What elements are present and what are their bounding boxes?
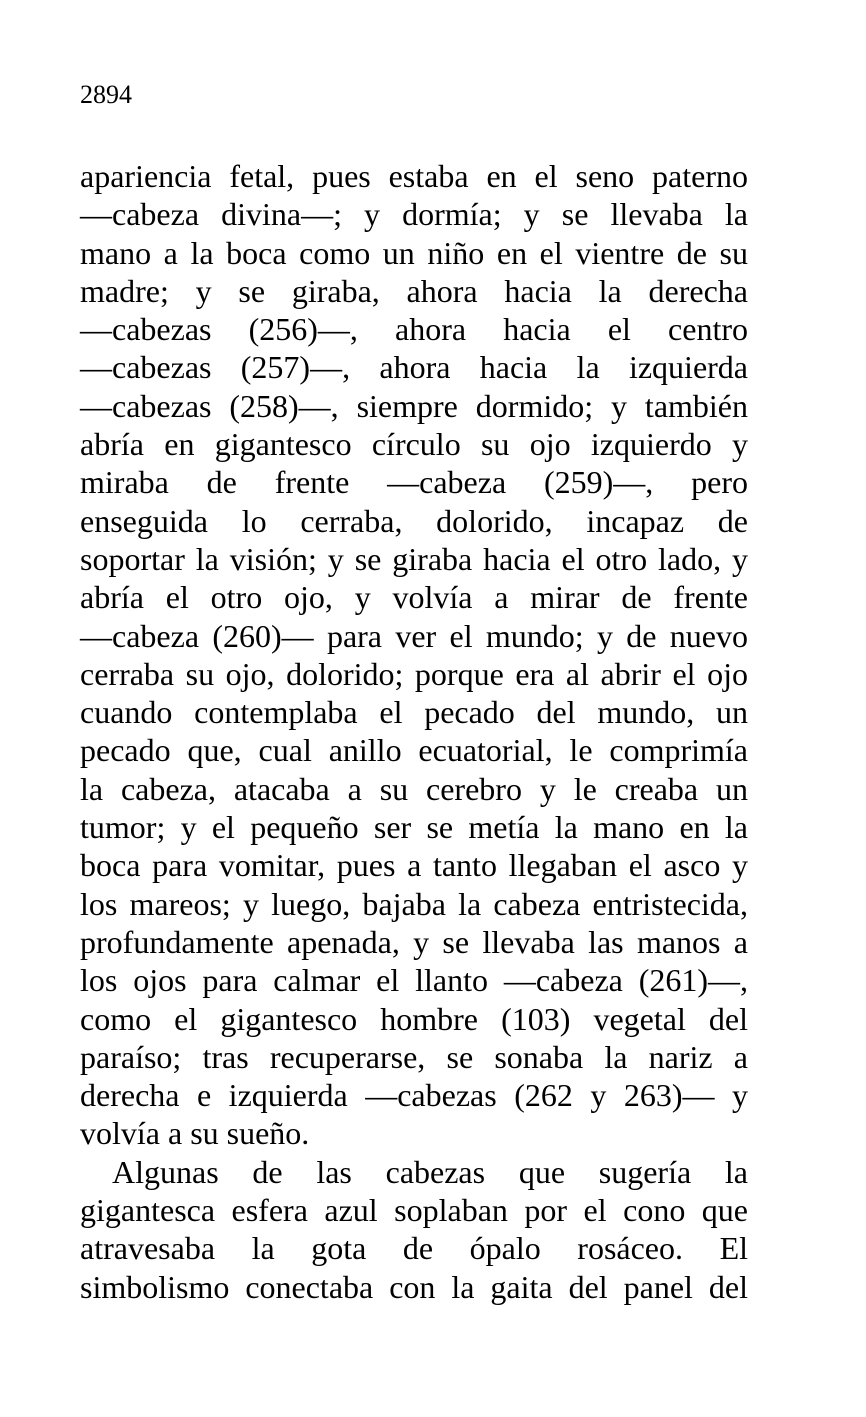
text-line: simbolismo conectaba con la gaita del panel del: [80, 1268, 748, 1305]
page-number: 2894: [80, 80, 132, 109]
text-line: enseguida lo cerraba, dolorido, incapaz de: [80, 502, 748, 539]
paragraph: [80, 157, 748, 1153]
body-text: [80, 157, 748, 1306]
text-line: —cabeza (260)— para ver el mundo; y de nuevo: [80, 617, 748, 654]
text-line: pecado que, cual anillo ecuatorial, le comprimía: [80, 732, 748, 769]
text-line: tumor; y el pequeño ser se metía la mano en la: [80, 809, 748, 846]
text-line: madre; y se giraba, ahora hacia la derecha: [80, 272, 748, 309]
text-line: atravesaba la gota de ópalo rosáceo. El: [80, 1230, 748, 1267]
text-line: paraíso; tras recuperarse, se sonaba la nariz a: [80, 1038, 748, 1075]
text-line: abría el otro ojo, y volvía a mirar de frente: [80, 579, 748, 616]
text-line: derecha e izquierda —cabezas (262 y 263)— y: [80, 1077, 748, 1114]
text-line: Algunas de las cabezas que sugería la: [112, 1153, 748, 1190]
text-line: la cabeza, atacaba a su cerebro y le creaba un: [80, 770, 748, 807]
text-line: como el gigantesco hombre (103) vegetal del: [80, 1000, 748, 1037]
text-line: —cabezas (257)—, ahora hacia la izquierda: [80, 349, 748, 386]
text-line: —cabezas (256)—, ahora hacia el centro: [80, 311, 748, 348]
text-line: apariencia fetal, pues estaba en el seno paterno: [80, 158, 748, 194]
text-line: miraba de frente —cabeza (259)—, pero: [80, 464, 748, 501]
text-line: abría en gigantesco círculo su ojo izquierdo y: [80, 426, 748, 463]
text-line: los mareos; y luego, bajaba la cabeza entristecida,: [80, 885, 748, 922]
text-line: gigantesca esfera azul soplaban por el cono que: [80, 1192, 748, 1229]
text-line: soportar la visión; y se giraba hacia el otro lado, y: [80, 540, 748, 577]
text-line: boca para vomitar, pues a tanto llegaban el asco y: [80, 847, 748, 884]
text-line: cuando contemplaba el pecado del mundo, un: [80, 694, 748, 731]
text-line: los ojos para calmar el llanto —cabeza (261)—,: [80, 962, 748, 999]
text-line: cerraba su ojo, dolorido; porque era al abrir el ojo: [80, 655, 748, 692]
text-line: mano a la boca como un niño en el vientre de su: [80, 234, 748, 271]
paragraph: [80, 1153, 748, 1306]
text-line: volvía a su sueño.: [80, 1115, 310, 1152]
text-line: —cabezas (258)—, siempre dormido; y también: [80, 387, 748, 424]
text-line: —cabeza divina—; y dormía; y se llevaba la: [80, 196, 748, 233]
text-line: profundamente apenada, y se llevaba las manos a: [80, 923, 748, 960]
